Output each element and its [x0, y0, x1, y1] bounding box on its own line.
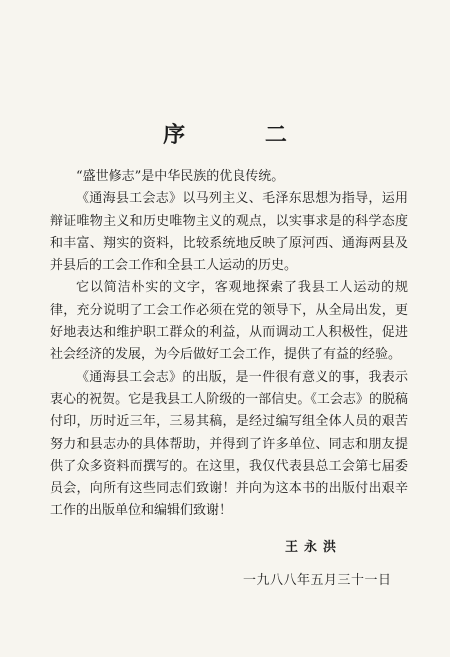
paragraph-4: 《通海县工会志》的出版，是一件很有意义的事，我表示衷心的祝贺。它是我县工人阶级的一部信史。《工会志》的脱稿付印，历时近三年，三易其稿，是经过编写组全体人员的艰苦努力和县志办的具体帮助，并得到了许多单位、同志和朋友提供了众多资料而撰写的。在这里，我仅代表县总工会第七届委员会，向所有这些同志们致谢！并向为这本书的出版付出艰辛工作的出版单位和编辑们致谢！ [50, 369, 408, 519]
body-text [50, 166, 408, 523]
paragraph-1: “盛世修志”是中华民族的优良传统。 [76, 169, 285, 184]
date-line: 一九八八年五月三十一日 [243, 573, 392, 588]
author-signature: 王永洪 [285, 540, 343, 555]
paragraph-3: 它以简洁朴实的文字，客观地探索了我县工人运动的规律，充分说明了工会工作必须在党的领导下，从全局出发，更好地表达和维护职工群众的利益，从而调动工人积极性，促进社会经济的发展，为今后做好工会工作，提供了有益的经验。 [50, 280, 408, 363]
paragraph-2: 《通海县工会志》以马列主义、毛泽东思想为指导，运用辩证唯物主义和历史唯物主义的观点，以实事求是的科学态度和丰富、翔实的资料，比较系统地反映了原河西、通海两县及并县后的工会工作和全县工人运动的历史。 [50, 191, 408, 274]
page-title: 序 二 [163, 122, 323, 148]
